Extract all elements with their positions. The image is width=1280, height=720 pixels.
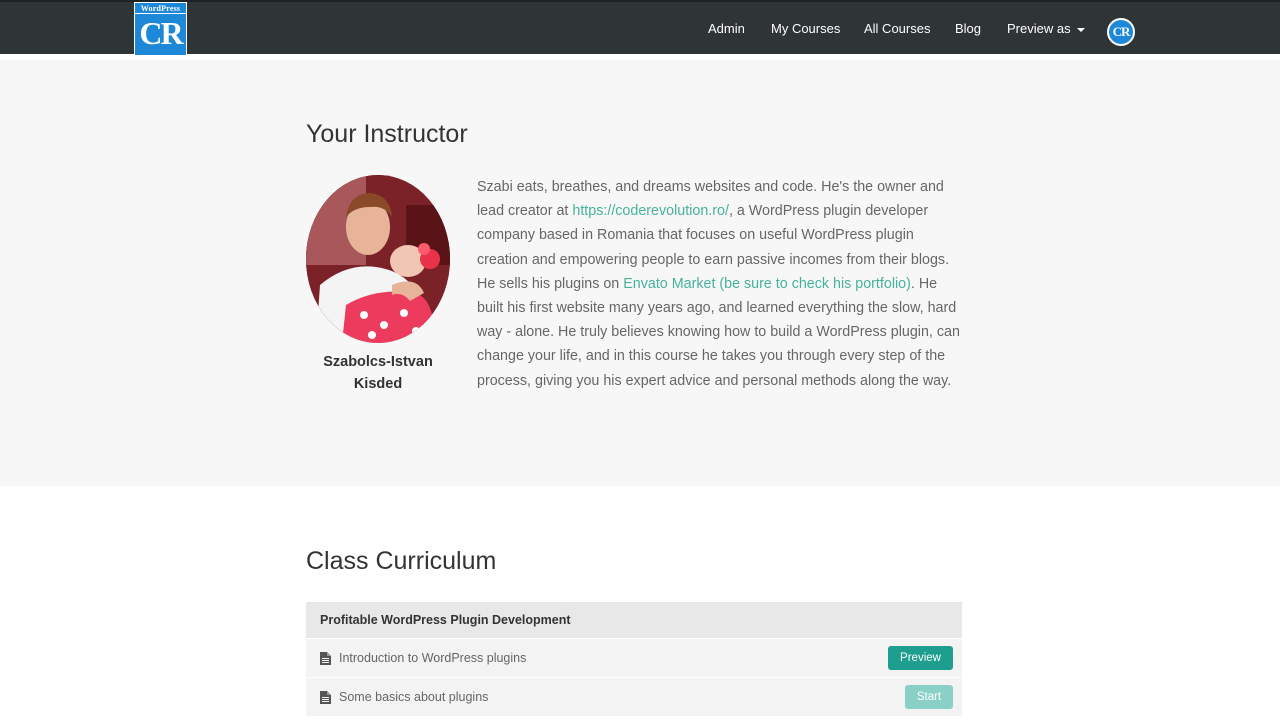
- instructor-name-last: Kisded: [353, 376, 403, 392]
- site-logo[interactable]: [134, 2, 187, 56]
- preview-button[interactable]: Preview: [888, 646, 953, 670]
- curriculum-heading: Class Curriculum: [306, 547, 497, 575]
- lecture-title[interactable]: Some basics about plugins: [339, 690, 489, 704]
- nav-admin[interactable]: Admin: [708, 21, 745, 36]
- document-icon: [320, 691, 331, 704]
- start-button[interactable]: Start: [905, 685, 953, 709]
- lecture-row[interactable]: [306, 638, 962, 677]
- curriculum-table: [306, 602, 962, 716]
- instructor-name-first: Szabolcs-Istvan: [323, 354, 433, 370]
- coderevolution-link[interactable]: https://coderevolution.ro/: [572, 203, 729, 220]
- curriculum-section-title: Profitable WordPress Plugin Development: [306, 602, 962, 638]
- bio-text-1: Szabi eats, breathes, and dreams websites and code. He's the owner and lead creator at: [477, 179, 944, 220]
- logo-main-text: CR: [139, 15, 182, 51]
- nav-preview-as-dropdown[interactable]: [1007, 21, 1085, 36]
- envato-market-link[interactable]: Envato Market (be sure to check his portfolio): [623, 275, 911, 292]
- instructor-name: [306, 351, 450, 395]
- instructor-photo-image: [306, 175, 450, 343]
- lecture-title[interactable]: Introduction to WordPress plugins: [339, 651, 527, 665]
- instructor-heading: Your Instructor: [306, 120, 468, 148]
- instructor-photo: [306, 175, 450, 343]
- top-navbar: [0, 0, 1280, 54]
- instructor-section: [0, 60, 1280, 486]
- preview-as-label: Preview as: [1007, 21, 1071, 36]
- lecture-row[interactable]: [306, 677, 962, 716]
- nav-all-courses[interactable]: All Courses: [864, 21, 931, 36]
- caret-down-icon: [1077, 28, 1085, 32]
- user-avatar[interactable]: CR: [1107, 18, 1135, 46]
- logo-top-text: WordPress: [135, 4, 186, 14]
- nav-my-courses[interactable]: My Courses: [771, 21, 841, 36]
- bio-text-2: , a WordPress plugin developer company based in Romania that focuses on useful WordPress plugin creation and empowering people to earn passive incomes from their blogs. He sells his plugins on: [477, 203, 950, 292]
- instructor-bio: [477, 175, 962, 393]
- document-icon: [320, 652, 331, 665]
- nav-blog[interactable]: Blog: [955, 21, 982, 36]
- bio-text-3: . He built his first website many years ago, and learned everything the slow, hard way - alone. He truly believes knowing how to build a WordPress plugin, can change your life, and in this course he takes you through every step of the process, giving you his expert advice and personal methods along the way.: [477, 275, 960, 389]
